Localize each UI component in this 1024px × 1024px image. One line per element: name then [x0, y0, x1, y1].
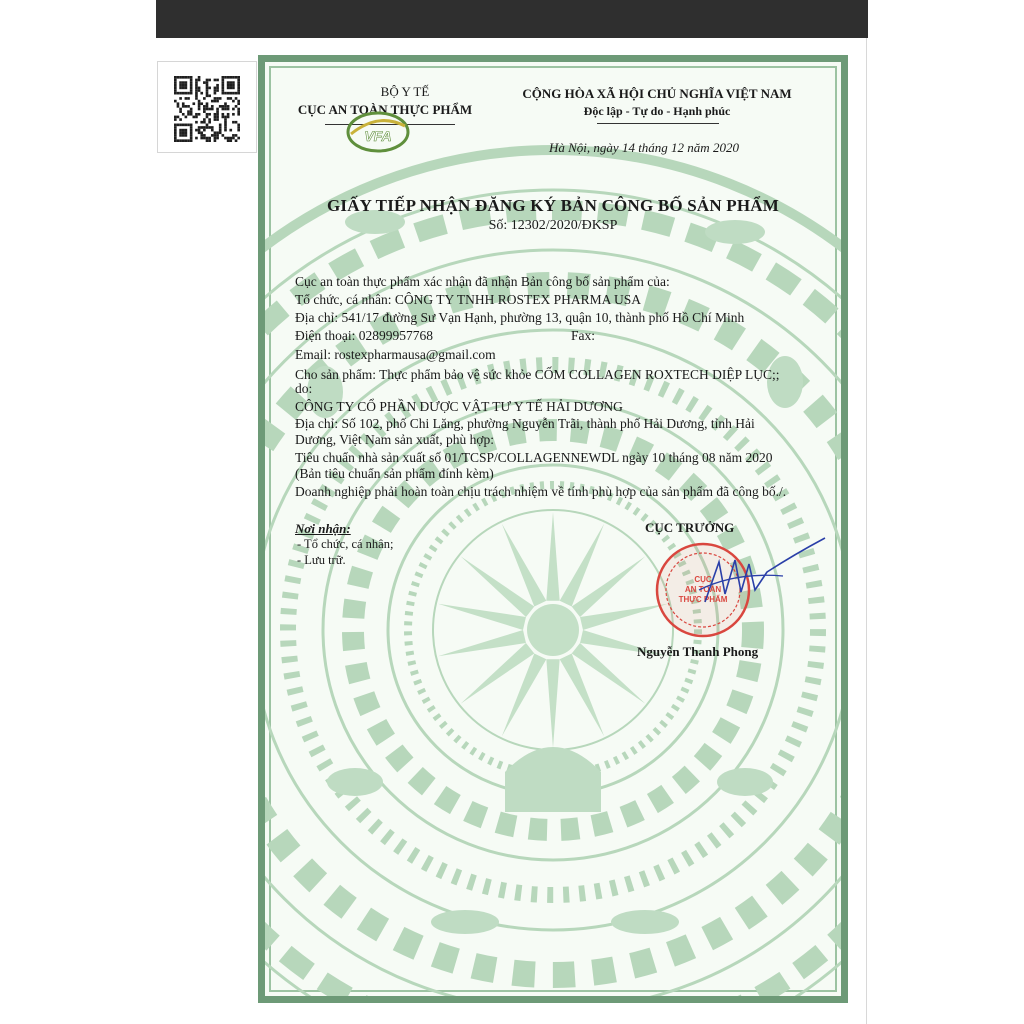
standard-line: Tiêu chuẩn nhà sản xuất số 01/TCSP/COLLAGENNEWDL ngày 10 tháng 08 năm 2020	[295, 450, 773, 465]
national-motto: Độc lập - Tự do - Hạnh phúc	[583, 104, 731, 118]
address-line: Địa chỉ: 541/17 đường Sư Vạn Hạnh, phường 13, quận 10, thành phố Hồ Chí Minh	[295, 310, 745, 325]
stamp-text-3: THỰC PHẨM	[678, 595, 728, 604]
organization-line: Tổ chức, cá nhân: CÔNG TY TNHH ROSTEX PHARMA USA	[295, 292, 642, 307]
country-name: CỘNG HÒA XÃ HỘI CHỦ NGHĨA VIỆT NAM	[522, 86, 792, 101]
place-date: Hà Nội, ngày 14 tháng 12 năm 2020	[549, 140, 739, 155]
manufacturer-address-1: Địa chỉ: Số 102, phố Chi Lăng, phường Nguyễn Trãi, thành phố Hải Dương, tỉnh Hải	[295, 416, 755, 431]
document-number: Số: 12302/2020/ĐKSP	[488, 218, 618, 233]
intro-line: Cục an toàn thực phẩm xác nhận đã nhận Bản công bố sản phẩm của:	[295, 274, 670, 289]
manufacturer-address-2: Dương, Việt Nam sản xuất, phù hợp:	[295, 432, 495, 447]
stamp-text-2: AN TOÀN	[684, 585, 722, 594]
qr-code-icon	[174, 76, 242, 142]
agency-name: CỤC AN TOÀN THỰC PHẨM	[297, 102, 473, 117]
ministry-name: BỘ Y TẾ	[380, 84, 430, 99]
qr-code	[157, 61, 257, 153]
product-line: Cho sản phẩm: Thực phẩm bảo vệ sức khỏe CỐM COLLAGEN ROXTECH DIỆP LỤC;;	[295, 367, 780, 382]
responsibility-line: Doanh nghiệp phải hoàn toàn chịu trách nhiệm về tính phù hợp của sản phẩm đã công bố./.	[295, 484, 787, 499]
manufacturer-name: CÔNG TY CỔ PHẦN DƯỢC VẬT TƯ Y TẾ HẢI DƯƠNG	[295, 399, 623, 414]
motto-underline	[597, 123, 719, 124]
certificate	[258, 55, 848, 1003]
standard-note: (Bản tiêu chuẩn sản phẩm đính kèm)	[295, 466, 494, 481]
stamp-text-1: CỤC	[694, 575, 712, 584]
recipients-heading: Nơi nhận:	[295, 521, 351, 536]
vfa-logo	[345, 110, 411, 154]
recipient-item: - Lưu trữ.	[297, 553, 346, 567]
fax-label: Fax:	[571, 328, 596, 343]
email-line: Email: rostexpharmausa@gmail.com	[295, 347, 496, 362]
document-title: GIẤY TIẾP NHẬN ĐĂNG KÝ BẢN CÔNG BỐ SẢN PHẨM	[326, 196, 780, 215]
signatory-name: Nguyễn Thanh Phong	[637, 644, 759, 659]
recipient-item: - Tổ chức, cá nhân;	[297, 537, 394, 551]
signatory-title: CỤC TRƯỞNG	[645, 520, 735, 535]
vfa-logo-text: VFA	[364, 128, 392, 144]
phone-line: Điện thoại: 02899957768	[295, 328, 433, 343]
top-dark-bar	[156, 0, 868, 38]
by-line: do:	[295, 381, 313, 396]
page-edge-rule	[866, 38, 867, 1024]
handwritten-signature	[685, 532, 835, 622]
